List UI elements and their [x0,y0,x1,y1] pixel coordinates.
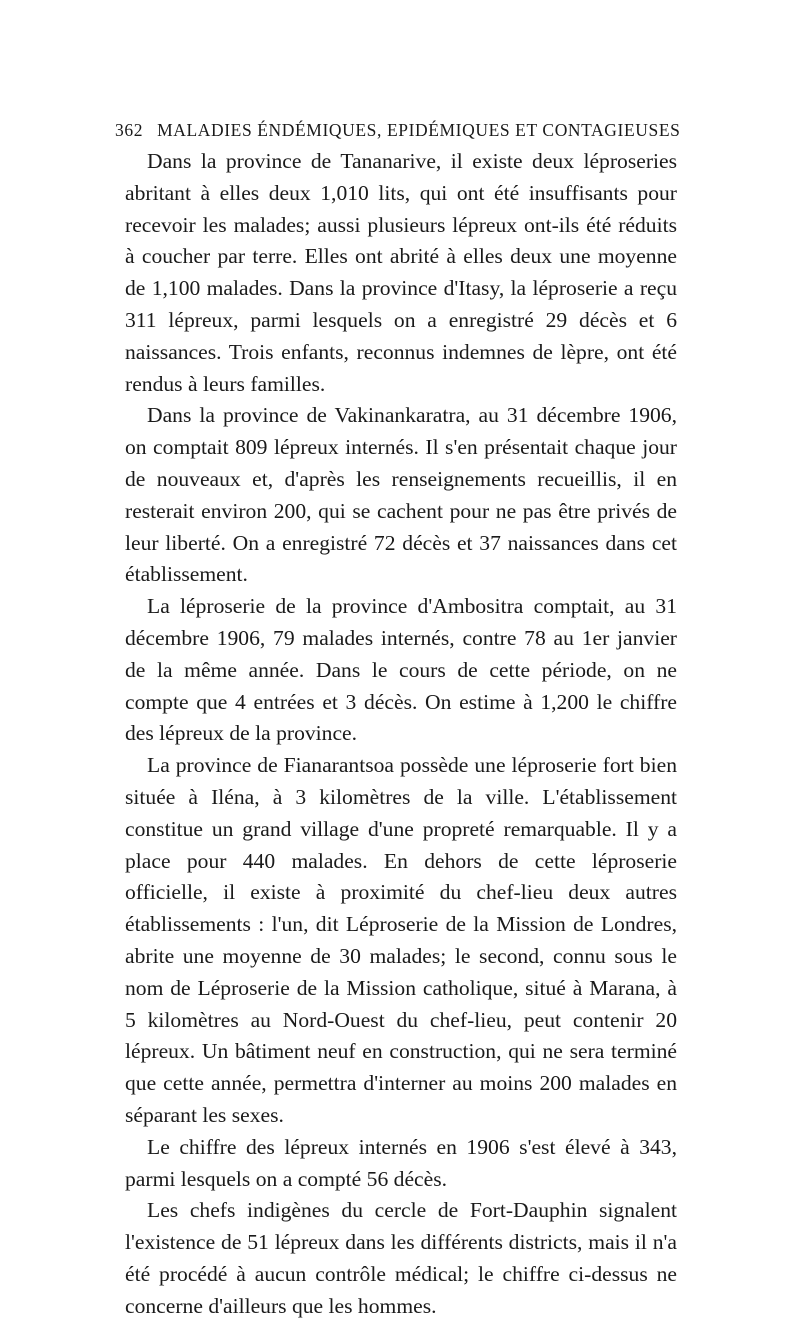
paragraph-internes-1906: Le chiffre des lépreux internés en 1906 s'est élevé à 343, parmi lesquels on a compté 56 décès. [125,1134,677,1191]
paragraph-fort-dauphin: Les chefs indigènes du cercle de Fort-Dauphin signalent l'existence de 51 lépreux dans les différents districts, mais il n'a été procédé à aucun contrôle médical; le chiffre ci-dessus ne concerne d'ailleurs que les hommes. [125,1198,677,1318]
body-text [125,146,677,1322]
paragraph-ambositra: La léproserie de la province d'Ambositra comptait, au 31 décembre 1906, 79 malades internés, contre 78 au 1er janvier de la même année. Dans le cours de cette période, on ne compte que 4 entrées et 3 décès. On estime à 1,200 le chiffre des lépreux de la province. [125,594,677,746]
running-header [115,120,681,141]
page-number: 362 [115,120,144,140]
running-title: MALADIES ÉNDÉMIQUES, EPIDÉMIQUES ET CONTAGIEUSES [157,120,681,140]
paragraph-fianarantsoa: La province de Fianarantsoa possède une léproserie fort bien située à Iléna, à 3 kilomètres de la ville. L'établissement constitue un grand village d'une propreté remarquable. Il y a place pour 440 malades. En dehors de cette léproserie officielle, il existe à proximité du chef-lieu deux autres établissements : l'un, dit Léproserie de la Mission de Londres, abrite une moyenne de 30 malades; le second, connu sous le nom de Léproserie de la Mission catholique, situé à Marana, à 5 kilomètres au Nord-Ouest du chef-lieu, peut contenir 20 lépreux. Un bâtiment neuf en construction, qui ne sera terminé que cette année, permettra d'interner au moins 200 malades en séparant les sexes. [125,753,677,1127]
paragraph-vakinankaratra: Dans la province de Vakinankaratra, au 31 décembre 1906, on comptait 809 lépreux internés. Il s'en présentait chaque jour de nouveaux et, d'après les renseignements recueillis, il en resterait environ 200, qui se cachent pour ne pas être privés de leur liberté. On a enregistré 72 décès et 37 naissances dans cet établissement. [125,403,677,587]
paragraph-tananarive: Dans la province de Tananarive, il existe deux léproseries abritant à elles deux 1,010 lits, qui ont été insuffisants pour recevoir les malades; aussi plusieurs lépreux ont-ils été réduits à coucher par terre. Elles ont abrité à elles deux une moyenne de 1,100 malades. Dans la province d'Itasy, la léproserie a reçu 311 lépreux, parmi lesquels on a enregistré 29 décès et 6 naissances. Trois enfants, reconnus indemnes de lèpre, ont été rendus à leurs familles. [125,149,677,396]
